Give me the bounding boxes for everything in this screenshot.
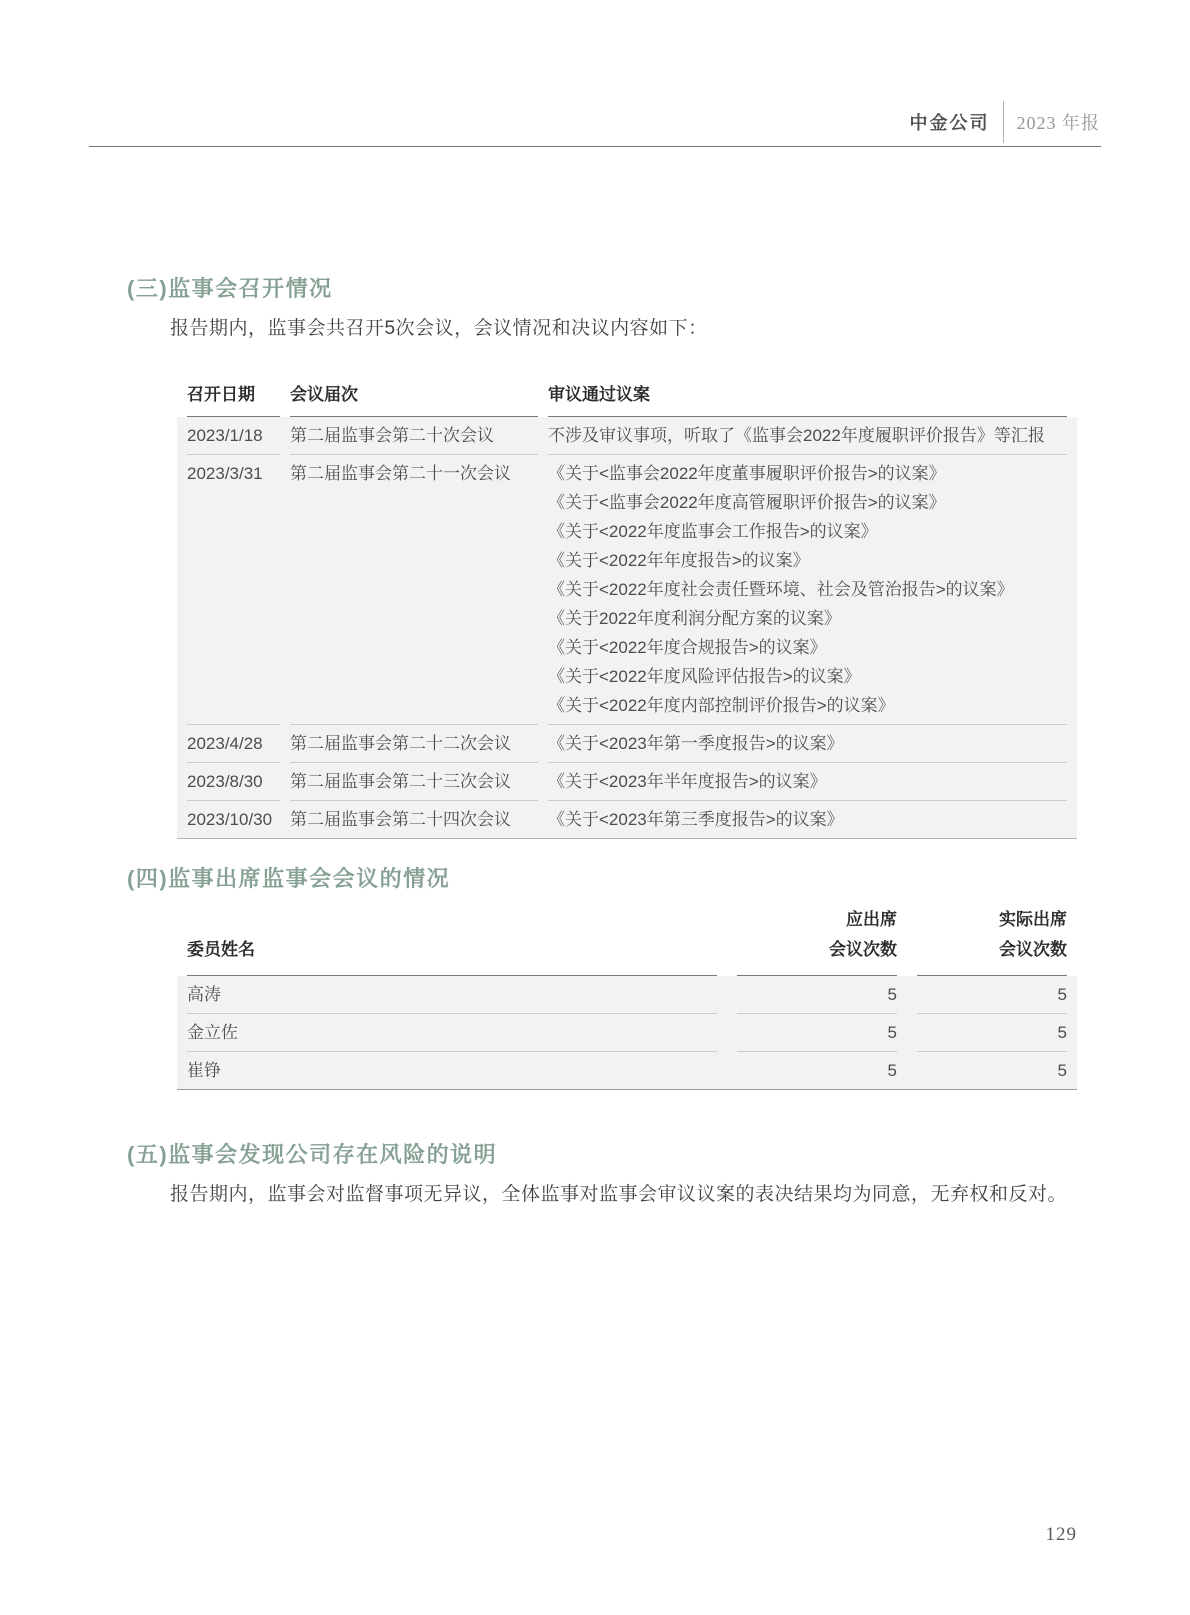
meeting-row (177, 417, 1077, 454)
attendance-name: 高涛 (187, 985, 221, 1004)
attendance-header-required (737, 905, 897, 976)
attendance-row (177, 1013, 1077, 1051)
attendance-header-actual (917, 905, 1067, 976)
attendance-header-actual-line1: 实际出席 (999, 910, 1067, 929)
meeting-item: 《关于<2022年度社会责任暨环境、社会及管治报告>的议案》 (548, 580, 1014, 599)
section-4-title: (四)监事出席监事会会议的情况 (127, 866, 451, 891)
meeting-row (177, 800, 1077, 838)
attendance-header-required-line1: 应出席 (846, 910, 897, 929)
meeting-item: 《关于<2023年第三季度报告>的议案》 (548, 810, 844, 829)
meeting-row (177, 762, 1077, 800)
meeting-item: 《关于<2022年度监事会工作报告>的议案》 (548, 522, 878, 541)
meetings-header-session: 会议届次 (290, 372, 538, 417)
attendance-header-name: 委员姓名 (187, 935, 717, 976)
attendance-required: 5 (887, 985, 897, 1004)
meeting-date: 2023/4/28 (187, 724, 280, 762)
meeting-session: 第二届监事会第二十四次会议 (290, 800, 538, 838)
meeting-date: 2023/8/30 (187, 762, 280, 800)
attendance-header-required-line2: 会议次数 (829, 940, 897, 959)
company-name: 中金公司 (909, 113, 990, 133)
meetings-header-date: 召开日期 (187, 372, 280, 417)
attendance-actual: 5 (917, 1051, 1067, 1089)
meeting-session: 第二届监事会第二十三次会议 (290, 762, 538, 800)
attendance-name: 崔铮 (187, 1051, 717, 1089)
meeting-session: 第二届监事会第二十次会议 (290, 426, 494, 445)
attendance-table-body (177, 976, 1077, 1090)
attendance-name: 金立佐 (187, 1013, 717, 1051)
meeting-items (548, 724, 1067, 762)
attendance-actual: 5 (1057, 985, 1067, 1004)
meeting-items (548, 454, 1067, 724)
attendance-table (177, 905, 1077, 1090)
section-5-body: 报告期内，监事会对监督事项无异议，全体监事对监事会审议议案的表决结果均为同意，无弃权和反对。 (170, 1184, 1068, 1205)
header-rule (89, 146, 1101, 147)
meetings-header-items: 审议通过议案 (548, 372, 1067, 417)
report-year: 2023 年报 (1016, 113, 1100, 133)
meeting-item: 《关于<监事会2022年度高管履职评价报告>的议案》 (548, 493, 946, 512)
meeting-row (177, 724, 1077, 762)
attendance-table-header (177, 905, 1077, 976)
meeting-session: 第二届监事会第二十二次会议 (290, 724, 538, 762)
attendance-row (177, 1051, 1077, 1089)
meeting-item: 《关于<2023年半年度报告>的议案》 (548, 772, 827, 791)
meeting-date: 2023/10/30 (187, 800, 280, 838)
meeting-items (548, 800, 1067, 838)
meeting-date: 2023/1/18 (187, 426, 263, 445)
attendance-actual: 5 (917, 1013, 1067, 1051)
meeting-item: 《关于<2022年年度报告>的议案》 (548, 551, 810, 570)
page-number: 129 (1045, 1524, 1077, 1545)
meetings-table (177, 372, 1077, 839)
page-header (910, 101, 1101, 143)
meeting-row (177, 454, 1077, 724)
meeting-session: 第二届监事会第二十一次会议 (290, 454, 538, 492)
attendance-required: 5 (737, 1051, 897, 1089)
meetings-table-header (177, 372, 1077, 417)
meeting-item: 《关于<监事会2022年度董事履职评价报告>的议案》 (548, 464, 946, 483)
header-divider (1003, 101, 1004, 143)
attendance-header-actual-line2: 会议次数 (999, 940, 1067, 959)
section-3-intro: 报告期内，监事会共召开5次会议，会议情况和决议内容如下： (170, 318, 708, 339)
meeting-item: 《关于<2022年度合规报告>的议案》 (548, 638, 827, 657)
meeting-item: 《关于<2023年第一季度报告>的议案》 (548, 734, 844, 753)
section-3-title: (三)监事会召开情况 (127, 276, 333, 301)
meeting-item: 《关于2022年度利润分配方案的议案》 (548, 609, 841, 628)
attendance-row (177, 976, 1077, 1013)
meetings-table-body (177, 417, 1077, 839)
attendance-required: 5 (737, 1013, 897, 1051)
meeting-item: 不涉及审议事项，听取了《监事会2022年度履职评价报告》等汇报 (548, 426, 1045, 445)
meeting-item: 《关于<2022年度内部控制评价报告>的议案》 (548, 696, 895, 715)
meeting-date: 2023/3/31 (187, 454, 280, 492)
section-5-title: (五)监事会发现公司存在风险的说明 (127, 1142, 498, 1167)
meeting-item: 《关于<2022年度风险评估报告>的议案》 (548, 667, 861, 686)
meeting-items (548, 762, 1067, 800)
meeting-items (548, 417, 1067, 454)
